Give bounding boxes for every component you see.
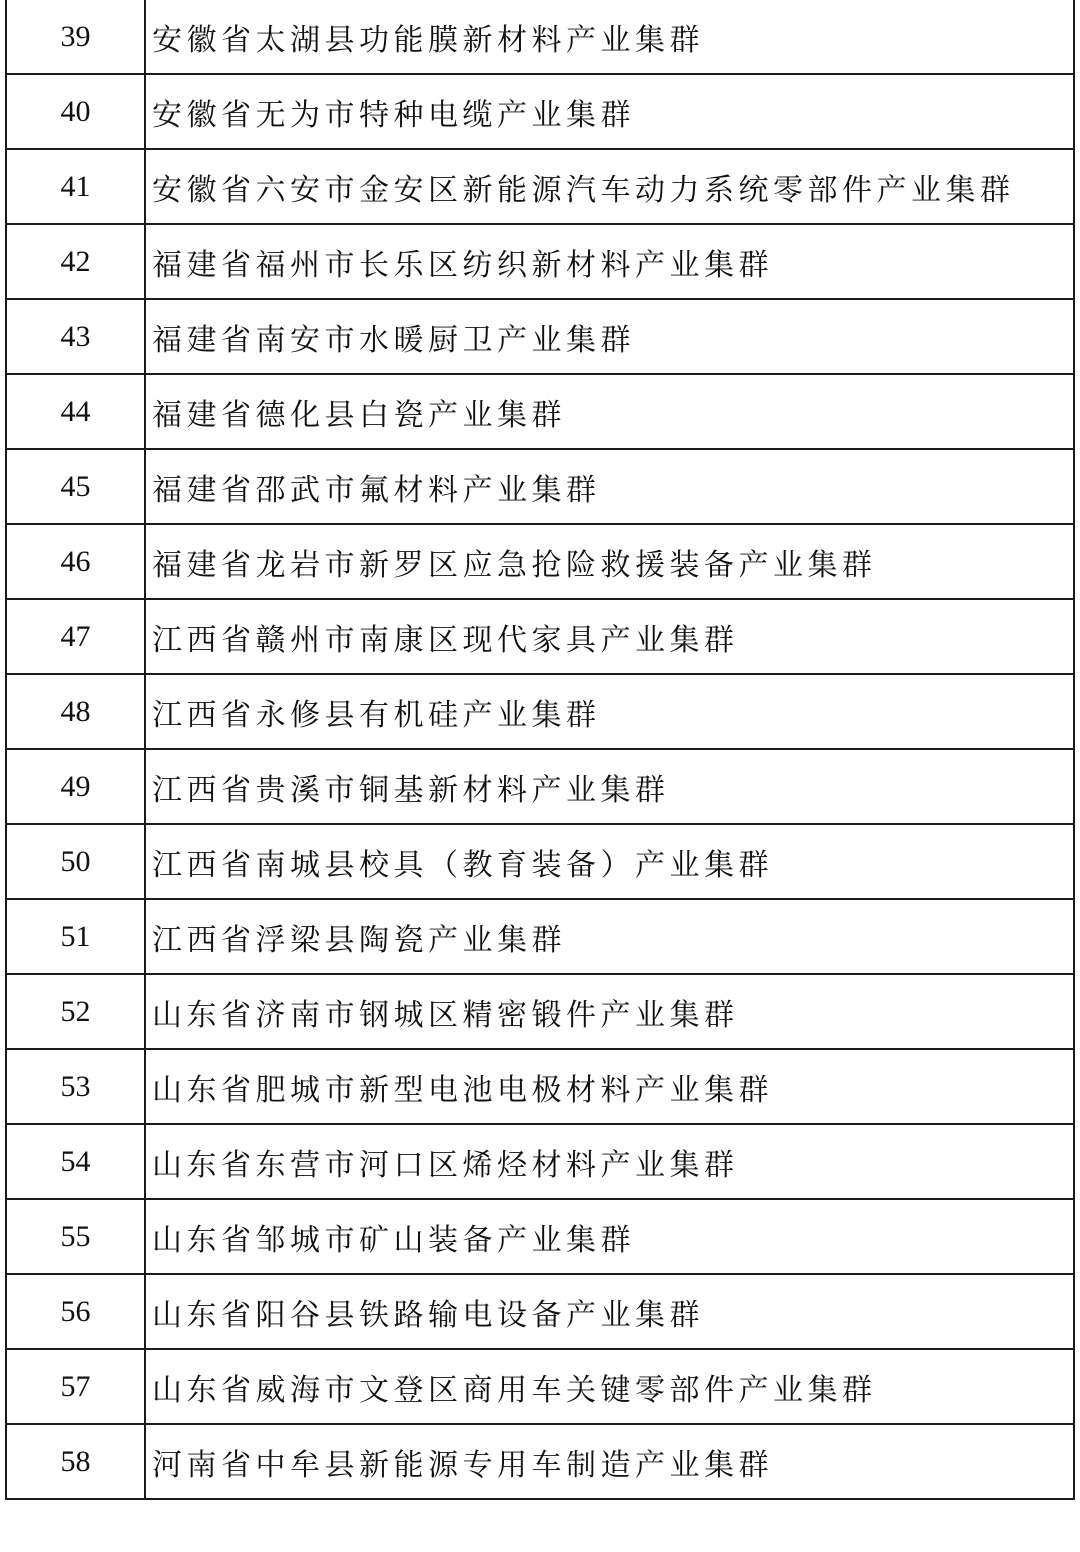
row-number: 52	[6, 974, 145, 1049]
table-row	[6, 1124, 1074, 1199]
table-row	[6, 374, 1074, 449]
table-row	[6, 0, 1074, 74]
row-number: 40	[6, 74, 145, 149]
row-number: 53	[6, 1049, 145, 1124]
table-row	[6, 1199, 1074, 1274]
table-row	[6, 1349, 1074, 1424]
row-number: 47	[6, 599, 145, 674]
cluster-name: 安徽省六安市金安区新能源汽车动力系统零部件产业集群	[145, 149, 1074, 224]
row-number: 57	[6, 1349, 145, 1424]
table-row	[6, 824, 1074, 899]
table-row	[6, 1424, 1074, 1499]
cluster-name: 福建省德化县白瓷产业集群	[145, 374, 1074, 449]
cluster-name: 福建省福州市长乐区纺织新材料产业集群	[145, 224, 1074, 299]
cluster-name: 江西省赣州市南康区现代家具产业集群	[145, 599, 1074, 674]
cluster-name: 山东省肥城市新型电池电极材料产业集群	[145, 1049, 1074, 1124]
row-number: 39	[6, 0, 145, 74]
row-number: 42	[6, 224, 145, 299]
row-number: 50	[6, 824, 145, 899]
cluster-name: 河南省中牟县新能源专用车制造产业集群	[145, 1424, 1074, 1499]
row-number: 55	[6, 1199, 145, 1274]
cluster-name: 山东省阳谷县铁路输电设备产业集群	[145, 1274, 1074, 1349]
cluster-name: 江西省南城县校具（教育装备）产业集群	[145, 824, 1074, 899]
table-row	[6, 974, 1074, 1049]
row-number: 43	[6, 299, 145, 374]
cluster-list-table	[5, 0, 1075, 1500]
table-row	[6, 524, 1074, 599]
cluster-list-body	[6, 0, 1074, 1499]
cluster-name: 安徽省无为市特种电缆产业集群	[145, 74, 1074, 149]
row-number: 41	[6, 149, 145, 224]
cluster-name: 江西省贵溪市铜基新材料产业集群	[145, 749, 1074, 824]
table-row	[6, 224, 1074, 299]
table-row	[6, 899, 1074, 974]
cluster-name: 山东省邹城市矿山装备产业集群	[145, 1199, 1074, 1274]
table-row	[6, 149, 1074, 224]
row-number: 56	[6, 1274, 145, 1349]
row-number: 51	[6, 899, 145, 974]
cluster-name: 山东省威海市文登区商用车关键零部件产业集群	[145, 1349, 1074, 1424]
cluster-name: 福建省龙岩市新罗区应急抢险救援装备产业集群	[145, 524, 1074, 599]
table-row	[6, 449, 1074, 524]
cluster-name: 山东省济南市钢城区精密锻件产业集群	[145, 974, 1074, 1049]
table-row	[6, 1274, 1074, 1349]
row-number: 44	[6, 374, 145, 449]
cluster-name: 福建省南安市水暖厨卫产业集群	[145, 299, 1074, 374]
table-row	[6, 74, 1074, 149]
table-row	[6, 599, 1074, 674]
cluster-name: 福建省邵武市氟材料产业集群	[145, 449, 1074, 524]
row-number: 58	[6, 1424, 145, 1499]
row-number: 49	[6, 749, 145, 824]
row-number: 45	[6, 449, 145, 524]
cluster-name: 山东省东营市河口区烯烃材料产业集群	[145, 1124, 1074, 1199]
table-row	[6, 299, 1074, 374]
table-row	[6, 1049, 1074, 1124]
cluster-name: 安徽省太湖县功能膜新材料产业集群	[145, 0, 1074, 74]
table-row	[6, 749, 1074, 824]
table-row	[6, 674, 1074, 749]
cluster-name: 江西省永修县有机硅产业集群	[145, 674, 1074, 749]
row-number: 46	[6, 524, 145, 599]
cluster-name: 江西省浮梁县陶瓷产业集群	[145, 899, 1074, 974]
row-number: 48	[6, 674, 145, 749]
row-number: 54	[6, 1124, 145, 1199]
